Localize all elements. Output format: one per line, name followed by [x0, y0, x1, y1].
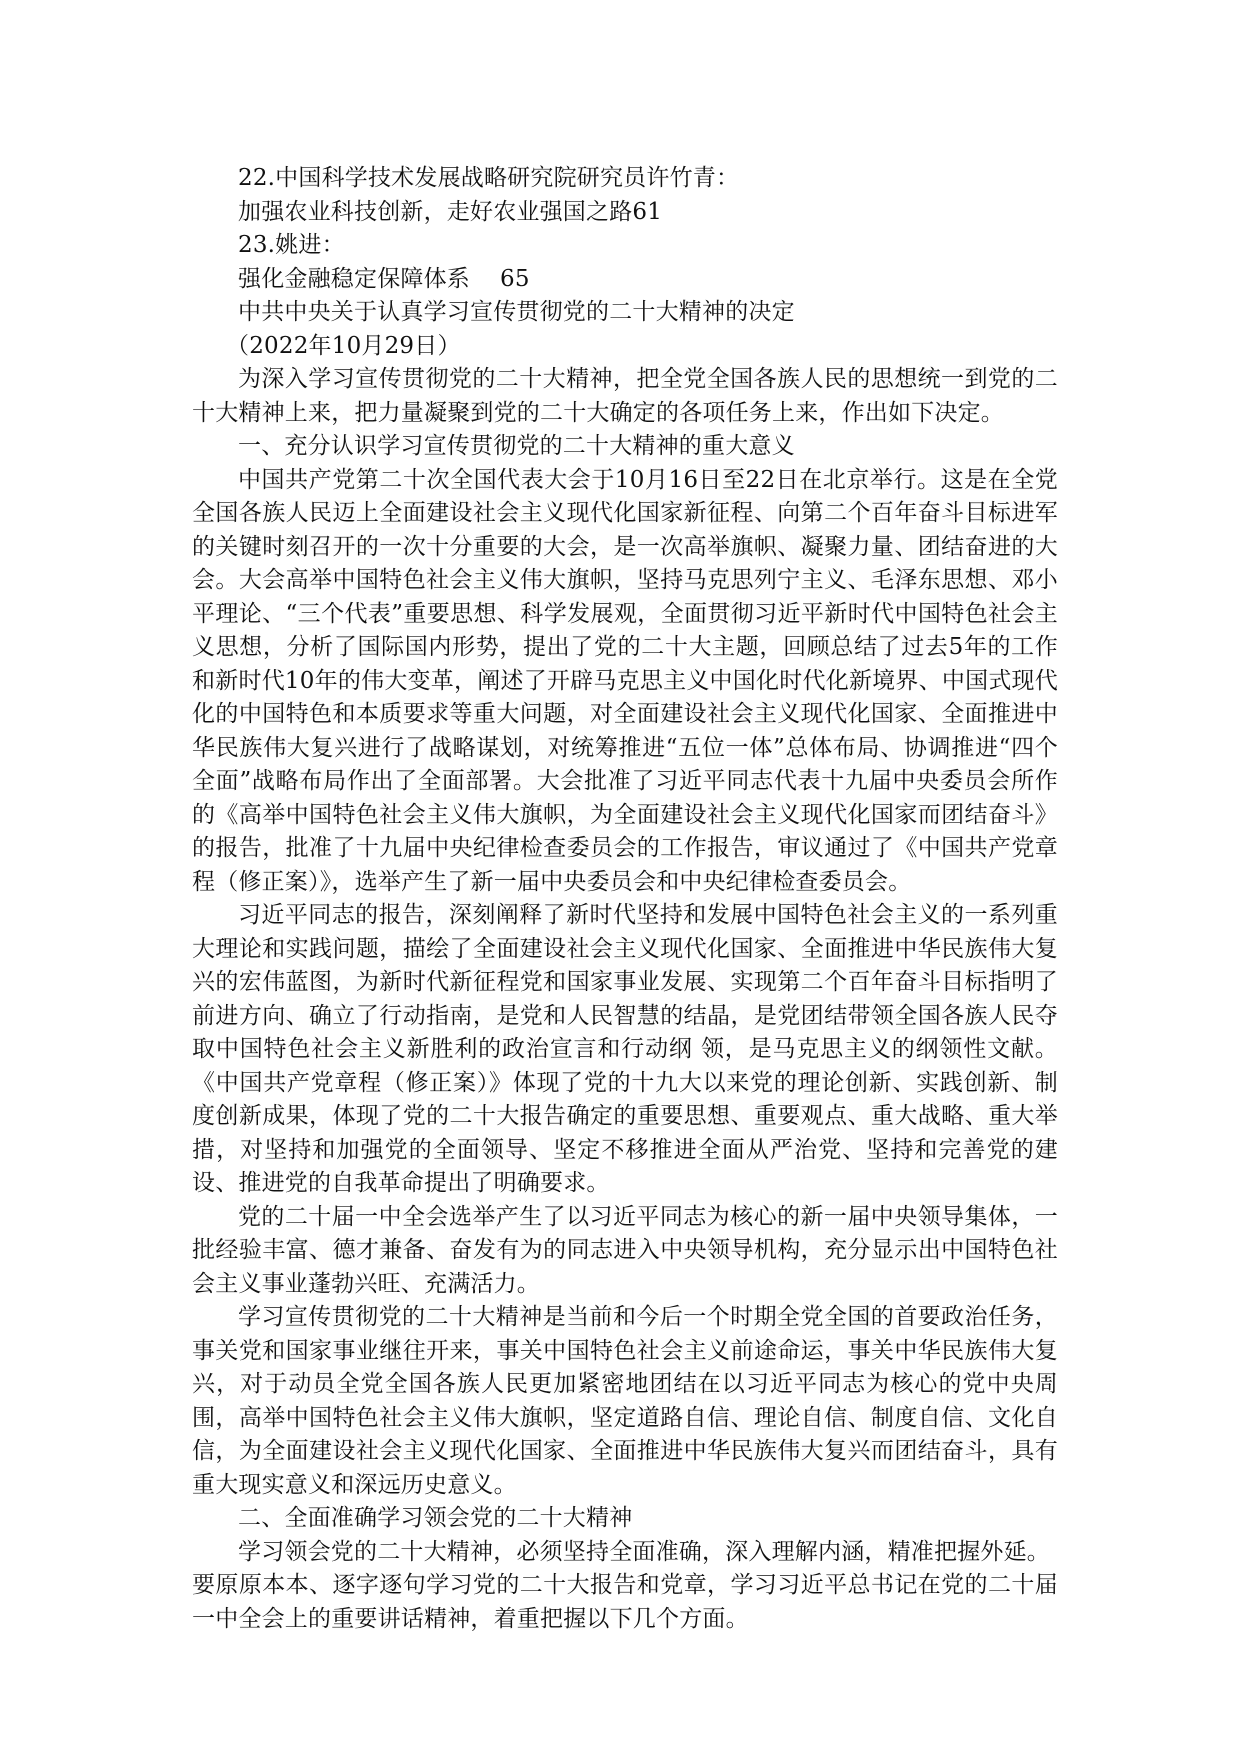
toc-entry-23-author: 23.姚进： [238, 232, 345, 258]
section-1-paragraph-3: 党的二十届一中全会选举产生了以习近平同志为核心的新一届中央领导集体，一批经验丰富、德才兼备、奋发有为的同志进入中央领导机构，充分显示出中国特色社会主义事业蓬勃兴旺、充满活力。 [192, 1203, 1058, 1297]
toc-entry-22-author: 22.中国科学技术发展战略研究院研究员许竹青： [238, 165, 740, 191]
document-title: 中共中央关于认真学习宣传贯彻党的二十大精神的决定 [238, 299, 795, 325]
section-1-paragraph-2: 习近平同志的报告，深刻阐释了新时代坚持和发展中国特色社会主义的一系列重大理论和实践问题，描绘了全面建设社会主义现代化国家、全面推进中华民族伟大复兴的宏伟蓝图，为新时代新征程党和国家事业发展、实现第二个百年奋斗目标指明了前进方向、确立了行动指南，是党和人民智慧的结晶，是党团结带领全国各族人民夺取中国特色社会主义新胜利的政治宣言和行动纲 领，是马克思主义的纲领性文献。《中国共产党章程（修正案）》体现了党的十九大以来党的理论创新、实践创新、制度创新成果，体现了党的二十大报告确定的重要思想、重要观点、重大战略、重大举措，对坚持和加强党的全面领导、坚定不移推进全面从严治党、坚持和完善党的建设、推进党的自我革命提出了明确要求。 [192, 902, 1058, 1196]
section-1-paragraph-4: 学习宣传贯彻党的二十大精神是当前和今后一个时期全党全国的首要政治任务，事关党和国家事业继往开来，事关中国特色社会主义前途命运，事关中华民族伟大复兴，对于动员全党全国各族人民更加紧密地团结在以习近平同志为核心的党中央周围，高举中国特色社会主义伟大旗帜，坚定道路自信、理论自信、制度自信、文化自信，为全面建设社会主义现代化国家、全面推进中华民族伟大复兴而团结奋斗，具有重大现实意义和深远历史意义。 [192, 1304, 1058, 1498]
document-page [192, 162, 1058, 1636]
toc-entry-23-title: 强化金融稳定保障体系 65 [238, 265, 530, 292]
toc-entry-22-title: 加强农业科技创新，走好农业强国之路61 [238, 198, 663, 225]
section-2-heading: 二、全面准确学习领会党的二十大精神 [238, 1505, 633, 1531]
intro-paragraph: 为深入学习宣传贯彻党的二十大精神，把全党全国各族人民的思想统一到党的二十大精神上来，把力量凝聚到党的二十大确定的各项任务上来，作出如下决定。 [192, 366, 1058, 426]
section-2-paragraph-1: 学习领会党的二十大精神，必须坚持全面准确，深入理解内涵，精准把握外延。 [238, 1538, 1050, 1565]
section-1-paragraph-1: 中国共产党第二十次全国代表大会于10月16日至22日在北京举行。这是在全党全国各族人民迈上全面建设社会主义现代化国家新征程、向第二个百年奋斗目标进军的关键时刻召开的一次十分重要的大会，是一次高举旗帜、凝聚力量、团结奋进的大会。大会高举中国特色社会主义伟大旗帜，坚持马克思列宁主义、毛泽东思想、邓小平理论、“三个代表”重要思想、科学发展观，全面贯彻习近平新时代中国特色社会主义思想，分析了国际国内形势，提出了党的二十大主题，回顾总结了过去5年的工作和新时代10年的伟大变革，阐述了开辟马克思主义中国化时代化新境界、中国式现代化的中国特色和本质要求等重大问题，对全面建设社会主义现代化国家、全面推进中华民族伟大复兴进行了战略谋划，对统筹推进“五位一体”总体布局、协调推进“四个全面”战略布局作出了全面部署。大会批准了习近平同志代表十九届中央委员会所作的《高举中国特色社会主义伟大旗帜，为全面建设社会主义现代化国家而团结奋斗》的报告，批准了十九届中央纪律检查委员会的工作报告，审议通过了《中国共产党章程（修正案）》，选举产生了新一届中央委员会和中央纪律检查委员会。 [192, 466, 1058, 895]
section-1-heading: 一、充分认识学习宣传贯彻党的二十大精神的重大意义 [238, 433, 795, 459]
document-date: （2022年10月29日） [226, 332, 461, 359]
section-2-paragraph-2: 要原原本本、逐字逐句学习党的二十大报告和党章，学习习近平总书记在党的二十届一中全会上的重要讲话精神，着重把握以下几个方面。 [192, 1572, 1058, 1632]
